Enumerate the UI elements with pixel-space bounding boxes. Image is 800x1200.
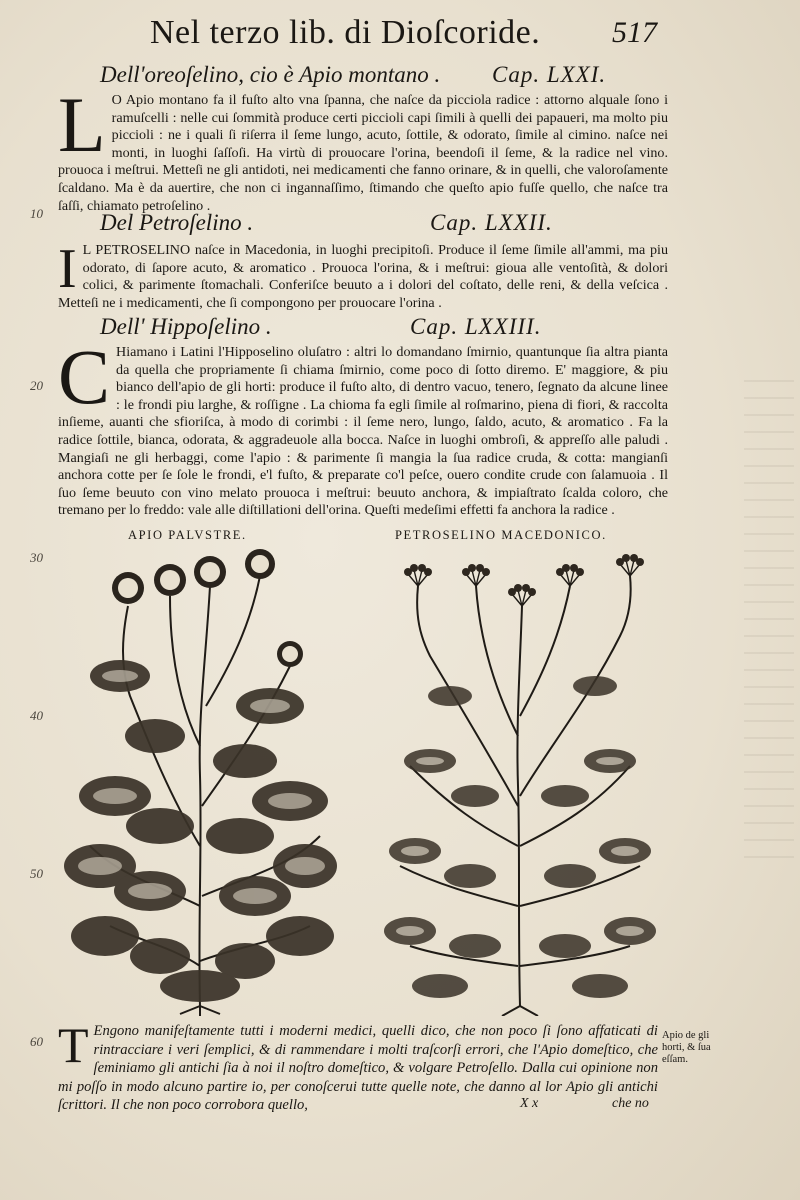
signature-mark: X x — [520, 1096, 539, 1111]
drop-capital: C — [58, 333, 111, 420]
chapter-title: Del Petroſelino . — [100, 210, 254, 235]
chapter-heading-71 — [100, 62, 660, 90]
chapter-number: Cap. LXXII. — [430, 210, 553, 235]
chapter-title: Dell' Hippoſelino . — [100, 314, 272, 339]
catchword: che no — [612, 1096, 649, 1111]
woodcut-apio-palustre — [60, 546, 340, 1016]
chapter-heading-72 — [100, 210, 660, 238]
running-head: Nel terzo lib. di Dioſcoride. — [150, 14, 541, 51]
line-number: 60 — [30, 1034, 43, 1049]
line-number: 40 — [30, 708, 43, 723]
drop-capital: L — [58, 81, 106, 168]
chapter-heading-73 — [100, 314, 660, 342]
drop-capital: T — [58, 1017, 89, 1073]
figure-caption-petroselino: PETROSELINO MACEDONICO. — [395, 528, 607, 542]
chapter-body-72 — [58, 238, 668, 312]
chapter-number: Cap. LXXI. — [492, 62, 607, 87]
chapter-number: Cap. LXXIII. — [410, 314, 542, 339]
line-number: 50 — [30, 866, 43, 881]
chapter-body-71 — [58, 81, 668, 215]
folio-number: 517 — [612, 16, 657, 49]
chapter-text: Hiamano i Latini l'Hipposelino oluſatro : altri lo domandano ſmirnio, quantunque ſia altra pianta da quella che propriamente ſi chiama ſmirnio, come poco di ſotto diremo. E' maggiore, & piu bianco dell'apio de gli horti: produce il fuſto alto, di dentro vacuo, tenero, ſegnato da alcune linee : le frondi piu larghe, & roſſigne . La chioma fa egli ſimile al roſmarino, piena di fiori, & raccolta inſieme, auanti che sfioriſca, à modo di corimbi : il ſeme nero, lungo, ſaldo, acuto, & aromatico . Fa la radice ſottile, bianca, odorata, & aggradeuole alla bocca. Naſce in luoghi ombroſi, & appreſſo alle paludi . Mangiaſi ne gli herbaggi, come l'apio : & parimente ſi mangia la ſua radice cruda, & cotta: mangianſi anchora cotte per ſe ſole le frondi, e'l fuſto, & preparate co'l peſce, ouero condite crude con ſalamuoia . Il ſuo ſeme beuuto con vino melato prouoca i meſtrui: beuuto anchora, & impiaſtrato ſcalda coloro, che tremano per lo freddo: vale alle diſtillationi dell'orina. Queſti medeſimi effetti fa anchora la radice . — [58, 344, 668, 519]
chapter-title: Dell'oreoſelino, cio è Apio montano . — [100, 62, 441, 87]
show-through-shadow — [744, 380, 794, 860]
line-number: 30 — [30, 550, 43, 565]
commentary-paragraph — [58, 1017, 658, 1115]
marginal-note: Apio de gli horti, & ſua eſſam. — [662, 1030, 711, 1065]
figure-caption-apio-palustre: APIO PALVSTRE. — [128, 528, 247, 542]
chapter-body-73 — [58, 333, 668, 520]
line-number: 10 — [30, 206, 43, 221]
woodcut-petroselino-macedonico — [380, 546, 660, 1016]
chapter-text: L PETROSELINO naſce in Macedonia, in luoghi precipitoſi. Produce il ſeme ſimile all'ammi, ma piu odorato, di ſapore acuto, & aromatico . Prouoca l'orina, & i meſtrui: gioua alle ventoſità, & dolori colici, & parimente ſtomachali. Conferiſce beuuto a i dolori del coſtato, delle reni, & della veſcica . Metteſi ne i medicamenti, che ſi compongono per prouocare l'orina . — [58, 242, 668, 311]
commentary-text: Engono manifeſtamente tutti i moderni medici, quelli dico, che non poco ſi ſono affaticati di rintracciare i veri ſemplici, & di rammendare i molti traſcorſi errori, che l'Apio domeſtico, che ſeminiamo gli antichi ſia à noi il noſtro domeſtico, & volgare Petroſello. Dalla cui opinione non mi poſſo in modo alcuno partire io, per conoſcerui tutte quelle note, che danno al lor Apio gli antichi ſcrittori. Il che non poco corrobora quello, — [58, 1023, 658, 1114]
chapter-text: O Apio montano fa il fuſto alto vna ſpanna, che naſce da picciola radice : attorno alquale ſono i ramuſcelli : nelle cui ſommità produce certi piccioli capi ſimili à quelli dei papaueri, ma molto piu piccioli : ne i quali ſi riſerra il ſeme lungo, acuto, ſottile, & odorato, ſimile al cimino. naſce nei monti, in luoghi ſaſſoſi. Ha virtù di prouocare l'orina, beendoſi il ſeme, & la radice nel vino. prouoca i meſtrui. Metteſi ne gli antidoti, nei medicamenti che fanno orinare, & in quelli, che valoroſamente ſcaldano. Ma è da auertire, che non ci ingannaſſimo, ſtimando che queſto apio fuſſe quello, che naſce tra ſaſſi, chiamato petroſelino . — [58, 92, 668, 214]
line-number: 20 — [30, 378, 43, 393]
drop-capital: I — [58, 238, 77, 300]
